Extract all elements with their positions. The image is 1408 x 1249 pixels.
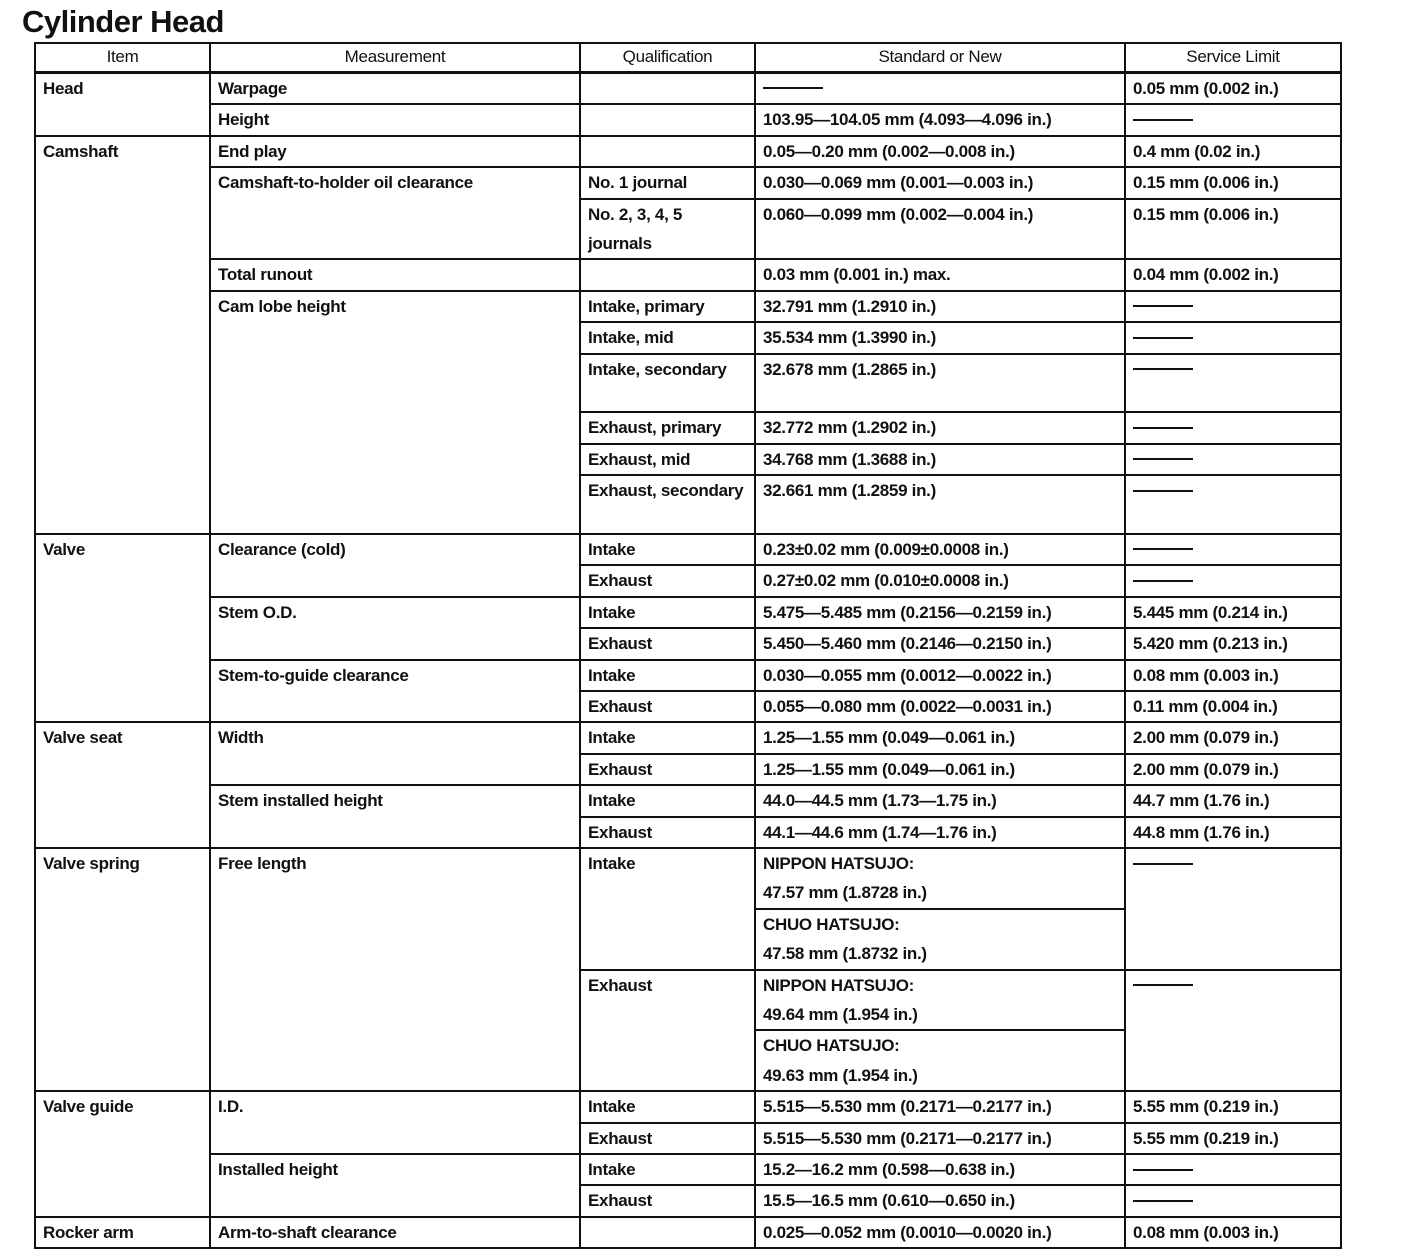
qualification-cell [580,1154,755,1185]
measurement-cell-text: Stem installed height [218,791,383,811]
standard-cell [755,322,1125,353]
dash-mark [1133,863,1193,865]
service-limit-cell [1125,167,1341,198]
service-limit-cell [1125,565,1341,596]
qualification-cell-text: Exhaust, primary [588,418,722,438]
standard-cell-text: 0.27±0.02 mm (0.010±0.0008 in.) [763,571,1009,591]
standard-cell-text: 44.1—44.6 mm (1.74—1.76 in.) [763,822,997,842]
standard-value-line2: 47.58 mm (1.8732 in.) [763,944,927,964]
item-cell-text: Head [43,78,84,98]
table-row [35,534,1341,565]
qualification-cell [580,691,755,722]
standard-cell [755,136,1125,167]
qualification-cell [580,628,755,659]
service-limit-cell [1125,259,1341,290]
standard-cell-text: 15.5—16.5 mm (0.610—0.650 in.) [763,1191,1015,1211]
service-limit-cell-text: 5.420 mm (0.213 in.) [1133,634,1288,654]
qualification-cell [580,817,755,848]
qualification-cell [580,412,755,443]
measurement-cell [210,534,580,597]
measurement-cell-text: Width [218,728,264,748]
service-limit-cell-text: 44.7 mm (1.76 in.) [1133,791,1270,811]
qualification-cell-text: Intake, primary [588,296,705,316]
measurement-cell-text: Warpage [218,78,288,98]
item-cell [35,722,210,848]
standard-cell [755,167,1125,198]
measurement-cell-text: Stem-to-guide clearance [218,665,409,685]
item-cell-text: Valve guide [43,1097,134,1117]
qualification-cell-text: No. 1 journal [588,173,688,193]
dash-mark [1133,305,1193,307]
measurement-cell-text: Arm-to-shaft clearance [218,1222,397,1242]
table-row [35,136,1341,167]
dash-mark [1133,337,1193,339]
standard-cell [755,754,1125,785]
table-row [35,259,1341,290]
measurement-cell [210,785,580,848]
qualification-cell [580,970,755,1092]
qualification-cell [580,136,755,167]
measurement-cell [210,722,580,785]
standard-cell [755,565,1125,596]
standard-cell [755,104,1125,135]
qualification-cell [580,322,755,353]
standard-cell [755,291,1125,322]
standard-cell-text: CHUO HATSUJO: [763,914,900,934]
standard-cell [755,970,1125,1031]
standard-cell-text: 44.0—44.5 mm (1.73—1.75 in.) [763,791,997,811]
qualification-cell [580,1123,755,1154]
standard-cell-text: 0.060—0.099 mm (0.002—0.004 in.) [763,204,1034,224]
service-limit-cell [1125,104,1341,135]
qualification-cell [580,785,755,816]
standard-cell-text: NIPPON HATSUJO: [763,853,915,873]
measurement-cell-text: I.D. [218,1097,244,1117]
measurement-cell [210,660,580,723]
header-item: Item [35,43,210,72]
measurement-cell [210,72,580,104]
service-limit-cell [1125,534,1341,565]
header-service-limit: Service Limit [1125,43,1341,72]
standard-cell [755,597,1125,628]
standard-cell-text: 32.678 mm (1.2865 in.) [763,359,936,379]
service-limit-cell [1125,412,1341,443]
qualification-cell [580,444,755,475]
qualification-cell-text: Intake [588,602,636,622]
service-limit-cell [1125,1091,1341,1122]
cylinder-head-spec-table [34,42,1342,1249]
service-limit-cell [1125,1123,1341,1154]
service-limit-cell [1125,322,1341,353]
standard-cell-text: 0.05—0.20 mm (0.002—0.008 in.) [763,141,1015,161]
qualification-cell-text: Exhaust, mid [588,449,691,469]
standard-cell-text: 32.791 mm (1.2910 in.) [763,296,936,316]
qualification-cell-text: Intake [588,1097,636,1117]
standard-cell [755,817,1125,848]
table-row [35,722,1341,753]
qualification-cell [580,848,755,970]
service-limit-cell-text: 0.11 mm (0.004 in.) [1133,696,1278,716]
standard-cell-text: 1.25—1.55 mm (0.049—0.061 in.) [763,728,1015,748]
measurement-cell-text: End play [218,141,287,161]
qualification-cell [580,565,755,596]
qualification-cell-text: Intake [588,728,636,748]
standard-cell [755,412,1125,443]
service-limit-cell [1125,722,1341,753]
dash-mark [1133,458,1193,460]
table-row [35,848,1341,878]
measurement-cell-text: Clearance (cold) [218,539,346,559]
dash-mark [1133,1169,1193,1171]
standard-cell [755,848,1125,909]
measurement-cell-text: Height [218,110,270,130]
standard-cell [755,72,1125,104]
standard-value-line2: 49.64 mm (1.954 in.) [763,1005,918,1025]
table-row [35,660,1341,691]
standard-cell-text: NIPPON HATSUJO: [763,975,915,995]
service-limit-cell-text: 2.00 mm (0.079 in.) [1133,759,1279,779]
standard-cell-text: 0.055—0.080 mm (0.0022—0.0031 in.) [763,696,1052,716]
service-limit-cell [1125,785,1341,816]
table-row [35,104,1341,135]
service-limit-cell [1125,72,1341,104]
table-row [35,597,1341,628]
standard-cell [755,1185,1125,1216]
service-limit-cell-text: 0.15 mm (0.006 in.) [1133,204,1279,224]
table-row [35,72,1341,104]
dash-mark [1133,427,1193,429]
qualification-cell-text: Exhaust [588,1191,653,1211]
table-row [35,167,1341,198]
standard-cell-text: 5.515—5.530 mm (0.2171—0.2177 in.) [763,1128,1052,1148]
header-measurement: Measurement [210,43,580,72]
item-cell [35,72,210,135]
qualification-cell [580,534,755,565]
service-limit-cell-text: 5.445 mm (0.214 in.) [1133,602,1288,622]
qualification-cell [580,104,755,135]
standard-value-line2: 47.57 mm (1.8728 in.) [763,883,927,903]
qualification-cell-text: Exhaust [588,822,653,842]
qualification-cell [580,1185,755,1216]
service-limit-cell-text: 5.55 mm (0.219 in.) [1133,1097,1279,1117]
measurement-cell [210,1154,580,1217]
qualification-cell-text: Exhaust, secondary [588,481,744,501]
standard-cell-text: 35.534 mm (1.3990 in.) [763,328,936,348]
service-limit-cell-text: 44.8 mm (1.76 in.) [1133,822,1270,842]
service-limit-cell-text: 5.55 mm (0.219 in.) [1133,1128,1279,1148]
qualification-cell [580,722,755,753]
measurement-cell-text: Total runout [218,265,313,285]
standard-cell [755,1123,1125,1154]
service-limit-cell [1125,691,1341,722]
standard-cell [755,691,1125,722]
item-cell [35,534,210,722]
measurement-cell [210,848,580,1091]
service-limit-cell-text: 0.4 mm (0.02 in.) [1133,141,1261,161]
table-row [35,1091,1341,1122]
standard-value-line2: 49.63 mm (1.954 in.) [763,1065,918,1085]
standard-cell-text: 1.25—1.55 mm (0.049—0.061 in.) [763,759,1015,779]
qualification-cell [580,199,755,260]
table-row [35,785,1341,816]
measurement-cell-text: Cam lobe height [218,296,346,316]
service-limit-cell [1125,291,1341,322]
qualification-cell-text: Intake [588,791,636,811]
standard-cell [755,785,1125,816]
dash-mark [763,87,823,89]
dash-mark [1133,548,1193,550]
measurement-cell [210,136,580,167]
item-cell [35,136,210,534]
qualification-cell-text: Intake [588,665,636,685]
measurement-cell-text: Free length [218,853,307,873]
standard-cell [755,1091,1125,1122]
measurement-cell-text: Camshaft-to-holder oil clearance [218,173,473,193]
service-limit-cell-text: 0.15 mm (0.006 in.) [1133,173,1279,193]
table-row [35,291,1341,322]
standard-cell-text: 32.661 mm (1.2859 in.) [763,481,936,501]
measurement-cell-text: Installed height [218,1160,338,1180]
service-limit-cell [1125,444,1341,475]
service-limit-cell [1125,136,1341,167]
item-cell [35,848,210,1091]
dash-mark [1133,368,1193,370]
service-limit-cell [1125,199,1341,260]
standard-cell-text: 0.03 mm (0.001 in.) max. [763,265,951,285]
item-cell-text: Valve [43,539,85,559]
measurement-cell [210,597,580,660]
standard-cell-text: 5.450—5.460 mm (0.2146—0.2150 in.) [763,634,1052,654]
table-body [35,72,1341,1248]
dash-mark [1133,984,1193,986]
measurement-cell [210,1091,580,1154]
qualification-cell-text: Intake, secondary [588,359,727,379]
qualification-cell [580,167,755,198]
service-limit-cell [1125,354,1341,413]
standard-cell-text: 5.515—5.530 mm (0.2171—0.2177 in.) [763,1097,1052,1117]
standard-cell [755,199,1125,260]
qualification-cell-text: Exhaust [588,571,653,591]
standard-cell [755,475,1125,534]
qualification-cell [580,259,755,290]
standard-cell-text: CHUO HATSUJO: [763,1036,900,1056]
standard-cell [755,909,1125,970]
qualification-cell-text: Exhaust [588,759,653,779]
standard-cell-text: 0.23±0.02 mm (0.009±0.0008 in.) [763,539,1009,559]
service-limit-cell [1125,597,1341,628]
standard-cell-text: 15.2—16.2 mm (0.598—0.638 in.) [763,1160,1015,1180]
measurement-cell [210,291,580,534]
qualification-cell-text: Intake [588,853,636,873]
standard-cell [755,1030,1125,1091]
service-limit-cell [1125,754,1341,785]
standard-cell-text: 0.025—0.052 mm (0.0010—0.0020 in.) [763,1222,1052,1242]
measurement-cell [210,167,580,259]
item-cell-text: Camshaft [43,141,119,161]
qualification-cell [580,354,755,413]
qualification-cell [580,291,755,322]
dash-mark [1133,490,1193,492]
standard-cell-text: 5.475—5.485 mm (0.2156—0.2159 in.) [763,602,1052,622]
table-row [35,1154,1341,1185]
standard-cell [755,1154,1125,1185]
item-cell-text: Rocker arm [43,1222,134,1242]
standard-cell-text: 0.030—0.069 mm (0.001—0.003 in.) [763,173,1034,193]
qualification-cell-text: Exhaust [588,696,653,716]
standard-cell [755,444,1125,475]
qualification-cell-text: Exhaust [588,1128,653,1148]
standard-cell-text: 34.768 mm (1.3688 in.) [763,449,936,469]
service-limit-cell [1125,1185,1341,1216]
standard-cell [755,534,1125,565]
dash-mark [1133,580,1193,582]
service-limit-cell [1125,848,1341,970]
service-limit-cell-text: 0.08 mm (0.003 in.) [1133,665,1279,685]
service-limit-cell-text: 0.04 mm (0.002 in.) [1133,265,1279,285]
qualification-cell [580,597,755,628]
dash-mark [1133,119,1193,121]
header-row [35,43,1341,72]
service-limit-cell [1125,1154,1341,1185]
page-title: Cylinder Head [22,4,224,39]
standard-cell [755,628,1125,659]
service-limit-cell [1125,817,1341,848]
service-limit-cell-text: 2.00 mm (0.079 in.) [1133,728,1279,748]
standard-cell [755,354,1125,413]
standard-cell [755,660,1125,691]
header-qualification: Qualification [580,43,755,72]
qualification-cell [580,660,755,691]
item-cell [35,1091,210,1217]
dash-mark [1133,1200,1193,1202]
header-standard: Standard or New [755,43,1125,72]
qualification-cell [580,754,755,785]
service-limit-cell [1125,628,1341,659]
qualification-cell [580,1091,755,1122]
service-limit-cell-text: 0.05 mm (0.002 in.) [1133,78,1279,98]
item-cell-text: Valve spring [43,853,140,873]
measurement-cell-text: Stem O.D. [218,602,297,622]
qualification-cell-text: Intake [588,1160,636,1180]
standard-cell-text: 103.95—104.05 mm (4.093—4.096 in.) [763,110,1052,130]
standard-cell-text: 0.030—0.055 mm (0.0012—0.0022 in.) [763,665,1052,685]
qualification-cell-text: No. 2, 3, 4, 5 journals [588,204,683,253]
standard-cell [755,259,1125,290]
service-limit-cell [1125,475,1341,534]
service-limit-cell [1125,660,1341,691]
qualification-cell-text: Intake [588,539,636,559]
qualification-cell [580,475,755,534]
standard-cell-text: 32.772 mm (1.2902 in.) [763,418,936,438]
qualification-cell [580,72,755,104]
item-cell-text: Valve seat [43,728,123,748]
standard-cell [755,722,1125,753]
qualification-cell-text: Intake, mid [588,328,674,348]
service-limit-cell-text: 0.08 mm (0.003 in.) [1133,1222,1279,1242]
qualification-cell-text: Exhaust [588,634,653,654]
measurement-cell [210,259,580,290]
measurement-cell [210,104,580,135]
qualification-cell-text: Exhaust [588,975,653,995]
service-limit-cell [1125,970,1341,1092]
